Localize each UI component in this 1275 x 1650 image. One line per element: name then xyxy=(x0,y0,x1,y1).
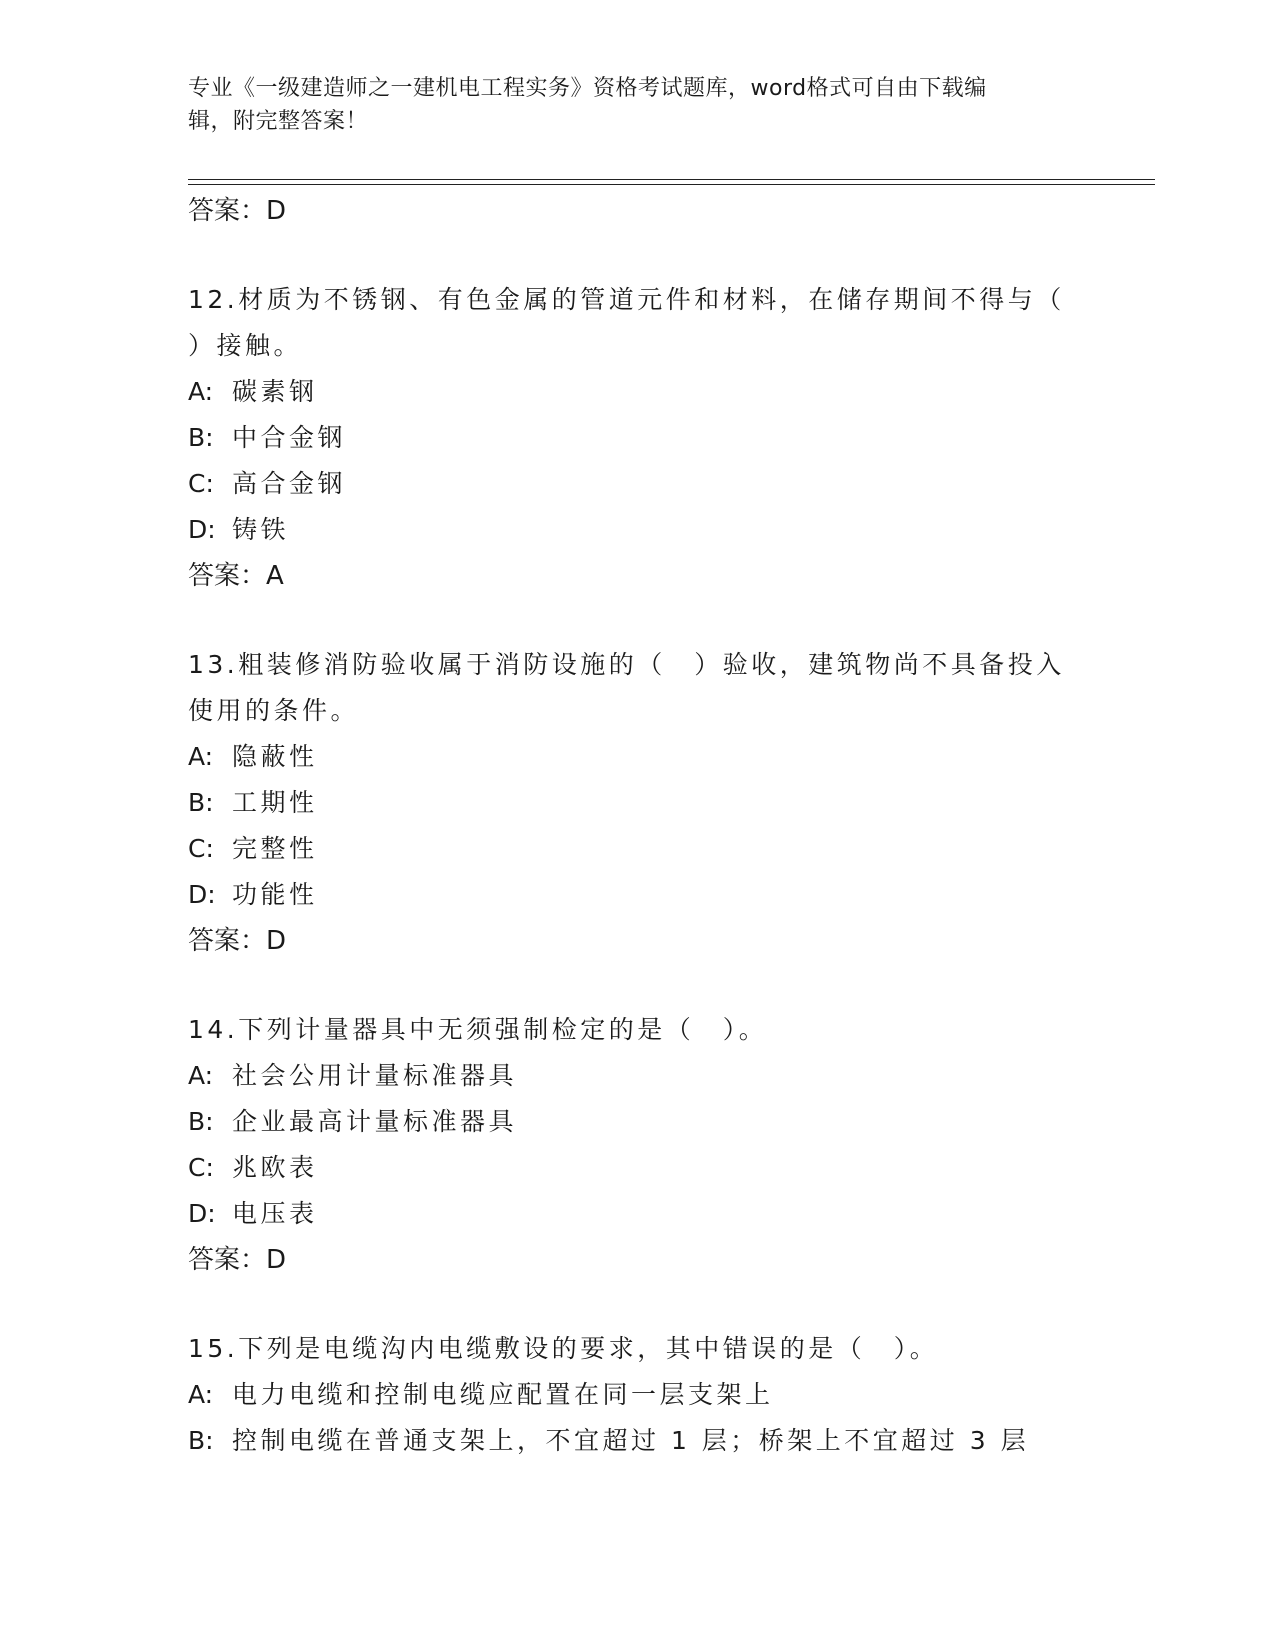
option-d xyxy=(188,1191,1088,1237)
question-12 xyxy=(188,277,1088,599)
option-c xyxy=(188,461,1088,507)
stem-line: 12.材质为不锈钢、有色金属的管道元件和材料，在储存期间不得与（ xyxy=(188,285,1065,314)
option-label: D: xyxy=(188,515,216,544)
option-c xyxy=(188,826,1088,872)
stem-line: 使用的条件。 xyxy=(188,696,360,725)
option-label: B: xyxy=(188,423,214,452)
previous-answer: 答案：D xyxy=(188,196,287,226)
header-divider-top xyxy=(188,179,1155,180)
option-text: 碳素钢 xyxy=(232,377,318,406)
option-text: 铸铁 xyxy=(232,515,290,544)
option-text: 社会公用计量标准器具 xyxy=(232,1061,518,1090)
option-b xyxy=(188,415,1088,461)
question-list xyxy=(188,188,1088,1464)
answer: 答案：A xyxy=(188,561,284,591)
option-label: C: xyxy=(188,834,214,863)
answer: 答案：D xyxy=(188,1245,287,1275)
option-d xyxy=(188,872,1088,918)
option-label: D: xyxy=(188,1199,216,1228)
option-text: 完整性 xyxy=(232,834,318,863)
option-d xyxy=(188,507,1088,553)
option-label: B: xyxy=(188,1426,214,1455)
option-label: A: xyxy=(188,742,214,771)
option-a xyxy=(188,369,1088,415)
option-b xyxy=(188,1099,1088,1145)
stem-line: 13.粗装修消防验收属于消防设施的（ ）验收，建筑物尚不具备投入 xyxy=(188,650,1065,679)
option-c xyxy=(188,1145,1088,1191)
option-b xyxy=(188,780,1088,826)
option-text: 隐蔽性 xyxy=(232,742,318,771)
option-label: C: xyxy=(188,1153,214,1182)
answer: 答案：D xyxy=(188,926,287,956)
option-text: 企业最高计量标准器具 xyxy=(232,1107,518,1136)
stem-line: 15.下列是电缆沟内电缆敷设的要求，其中错误的是（ ）。 xyxy=(188,1334,939,1363)
stem-line: ）接触。 xyxy=(188,331,303,360)
header-divider-bottom xyxy=(188,184,1155,185)
option-label: D: xyxy=(188,880,216,909)
option-text: 电力电缆和控制电缆应配置在同一层支架上 xyxy=(232,1380,774,1409)
document-header xyxy=(188,72,1088,138)
question-stem xyxy=(188,1326,1088,1372)
question-stem xyxy=(188,1007,1088,1053)
option-text: 高合金钢 xyxy=(232,469,347,498)
option-label: A: xyxy=(188,377,214,406)
stem-line: 14.下列计量器具中无须强制检定的是（ ）。 xyxy=(188,1015,768,1044)
option-text: 兆欧表 xyxy=(232,1153,318,1182)
option-label: B: xyxy=(188,1107,214,1136)
header-line-1: 专业《一级建造师之一建机电工程实务》资格考试题库，word格式可自由下载编 xyxy=(188,76,987,101)
question-stem xyxy=(188,277,1088,369)
question-13 xyxy=(188,642,1088,964)
option-text: 控制电缆在普通支架上，不宜超过 1 层；桥架上不宜超过 3 层 xyxy=(232,1426,1030,1455)
option-text: 功能性 xyxy=(232,880,318,909)
question-stem xyxy=(188,642,1088,734)
option-a xyxy=(188,1372,1088,1418)
option-text: 电压表 xyxy=(232,1199,318,1228)
option-label: B: xyxy=(188,788,214,817)
question-15 xyxy=(188,1326,1088,1464)
option-label: A: xyxy=(188,1380,214,1409)
option-label: C: xyxy=(188,469,214,498)
option-a xyxy=(188,1053,1088,1099)
question-14 xyxy=(188,1007,1088,1283)
option-text: 中合金钢 xyxy=(232,423,347,452)
header-line-2: 辑，附完整答案！ xyxy=(188,109,369,134)
option-a xyxy=(188,734,1088,780)
option-label: A: xyxy=(188,1061,214,1090)
option-text: 工期性 xyxy=(232,788,318,817)
option-b xyxy=(188,1418,1088,1464)
